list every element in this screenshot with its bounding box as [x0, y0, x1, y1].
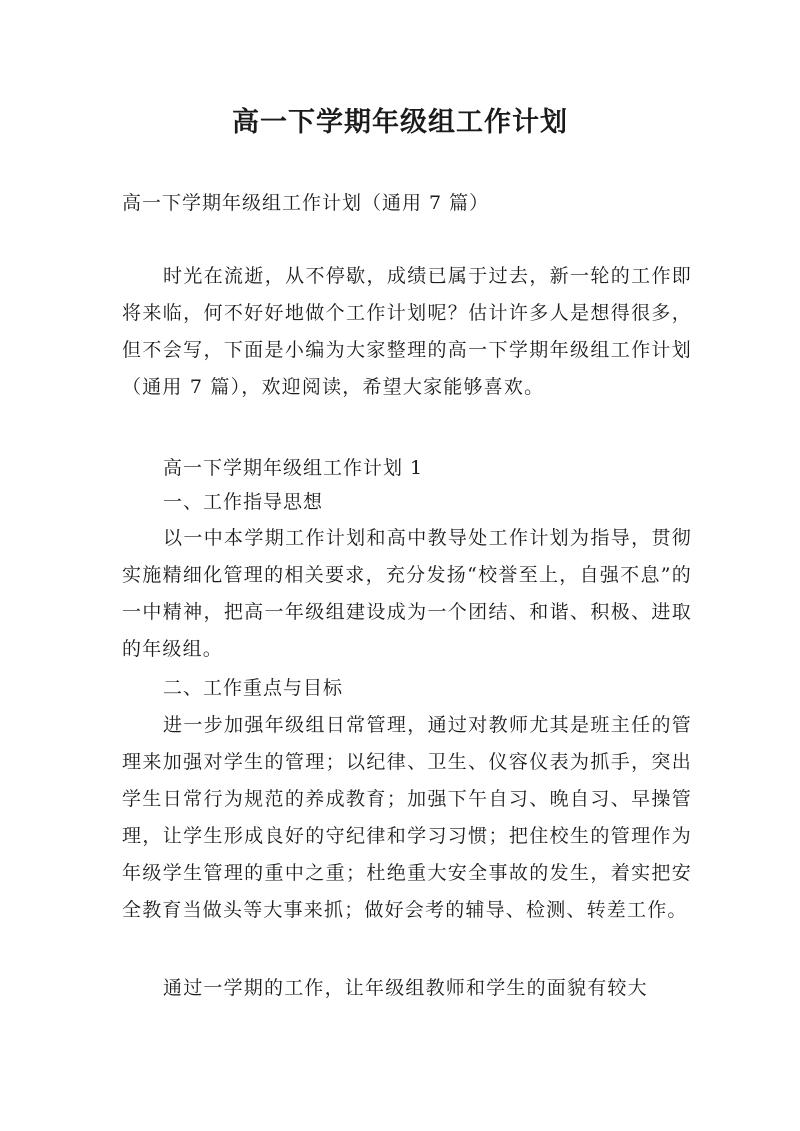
paragraph-guiding-thought: 以一中本学期工作计划和高中教导处工作计划为指导，贯彻实施精细化管理的相关要求，充分发扬“校誉至上，自强不息”的一中精神，把高一年级组建设成为一个团结、和谐、积极、进取的年级组。 [122, 527, 692, 660]
paragraph-outcome: 通过一学期的工作，让年级组教师和学生的面貌有较大 [163, 977, 648, 999]
heading-focus-goals: 二、工作重点与目标 [163, 677, 344, 699]
section-heading: 高一下学期年级组工作计划 1 [163, 457, 424, 479]
heading-guiding-thought: 一、工作指导思想 [163, 491, 324, 513]
paragraph-focus-goals: 进一步加强年级组日常管理，通过对教师尤其是班主任的管理来加强对学生的管理；以纪律、卫生、仪容仪表为抓手，突出学生日常行为规范的养成教育；加强下午自习、晚自习、早操管理，让学生形成良好的守纪律和学习习惯；把住校生的管理作为年级学生管理的重中之重；杜绝重大安全事故的发生，着实把安全教育当做头等大事来抓；做好会考的辅导、检测、转差工作。 [122, 714, 692, 921]
document-title: 高一下学期年级组工作计划 [232, 107, 568, 138]
intro-paragraph: 时光在流逝，从不停歇，成绩已属于过去，新一轮的工作即将来临，何不好好地做个工作计划呢？估计许多人是想得很多，但不会写，下面是小编为大家整理的高一下学期年级组工作计划（通用 7 篇），欢迎阅读，希望大家能够喜欢。 [122, 265, 692, 398]
document-subtitle: 高一下学期年级组工作计划（通用 7 篇） [122, 192, 490, 214]
